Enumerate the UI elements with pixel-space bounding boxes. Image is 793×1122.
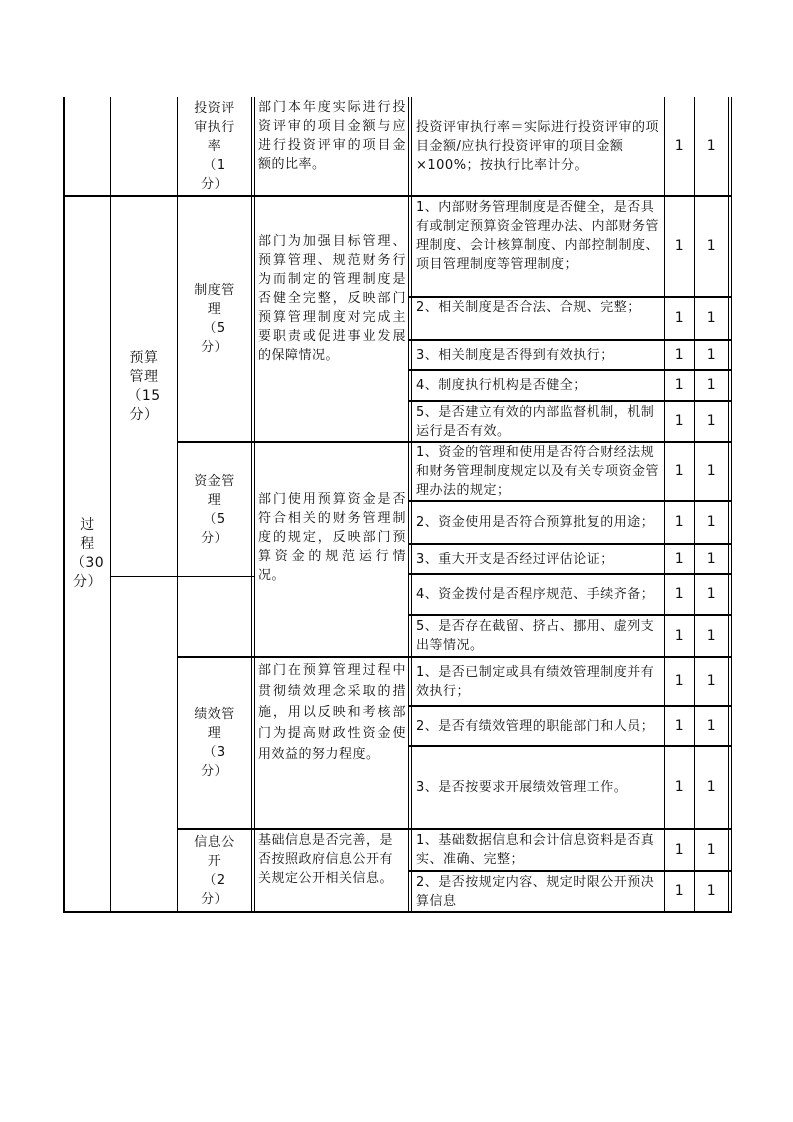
score-weight: 1 xyxy=(674,586,685,602)
table-border xyxy=(411,97,412,912)
indicator-funds-management: 资金管 理 （5 分） xyxy=(194,473,235,546)
criteria-item: 2、是否按规定内容、规定时限公开预决算信息 xyxy=(416,874,655,909)
description-information-disclosure: 基础信息是否完善，是否按照政府信息公开有关规定公开相关信息。 xyxy=(258,833,394,886)
score-actual: 1 xyxy=(706,413,717,429)
criteria-item: 3、重大开支是否经过评估论证； xyxy=(416,551,614,567)
table-border xyxy=(728,97,729,912)
indicator-system-management: 制度管 理 （5 分） xyxy=(194,283,235,355)
score-weight: 1 xyxy=(674,883,685,899)
score-weight: 1 xyxy=(674,238,685,254)
table-border xyxy=(408,97,409,912)
criteria-item: 5、是否存在截留、挤占、挪用、虚列支出等情况。 xyxy=(416,619,655,653)
indicator-performance-management: 绩效管 理 （3 分） xyxy=(194,707,235,779)
description-investment-review: 部门本年度实际进行投资评审的项目金额与应进行投资评审的项目金额的比率。 xyxy=(258,100,406,172)
score-weight: 1 xyxy=(674,779,685,795)
table-border xyxy=(251,97,252,912)
score-actual: 1 xyxy=(706,841,717,858)
score-weight: 1 xyxy=(674,346,685,363)
score-weight: 1 xyxy=(674,463,685,479)
score-actual: 1 xyxy=(706,346,717,363)
criteria-item: 4、制度执行机构是否健全； xyxy=(416,378,587,393)
score-actual: 1 xyxy=(706,673,717,689)
score-weight: 1 xyxy=(674,841,685,858)
criteria-item: 1、内部财务管理制度是否健全，是否具有或制定预算资金管理办法、内部财务管理制度、会计核算制度、内部控制制度、项目管理制度等管理制度； xyxy=(416,200,660,272)
score-actual: 1 xyxy=(706,717,717,734)
criteria-item: 1、资金的管理和使用是否符合财经法规和财务管理制度规定以及有关专项资金管理办法的规定； xyxy=(416,445,660,498)
table-border xyxy=(63,911,732,913)
score-weight: 1 xyxy=(674,310,685,326)
indicator-investment-review: 投资评 审执行 率 （1 分） xyxy=(194,100,235,192)
criteria-item: 5、是否建立有效的内部监督机制，机制运行是否有效。 xyxy=(416,404,655,439)
score-weight: 1 xyxy=(674,673,685,689)
score-actual: 1 xyxy=(706,550,717,567)
criteria-item: 1、是否已制定或具有绩效管理制度并有效执行； xyxy=(416,664,655,699)
score-weight: 1 xyxy=(674,514,685,530)
table-border xyxy=(731,97,732,912)
score-weight: 1 xyxy=(674,717,685,734)
table-border xyxy=(110,576,255,577)
criteria-item: 2、相关制度是否合法、合规、完整； xyxy=(416,300,641,315)
score-actual: 1 xyxy=(706,883,717,899)
score-actual: 1 xyxy=(706,238,717,254)
score-weight: 1 xyxy=(674,550,685,567)
description-performance-management: 部门在预算管理过程中贯彻绩效理念采取的措施，用以反映和考核部门为提高财政性资金使用效益的努力程度。 xyxy=(258,663,406,762)
criteria-item: 3、相关制度是否得到有效执行； xyxy=(416,347,614,363)
criteria-item: 4、资金拨付是否程序规范、手续齐备； xyxy=(416,587,655,602)
criteria-item: 1、基础数据信息和会计信息资料是否真实、准确、完整； xyxy=(416,833,655,867)
score-weight: 1 xyxy=(674,627,685,644)
category-budget-management: 预算 管理 （15 分） xyxy=(127,349,161,423)
criteria-item: 2、资金使用是否符合预算批复的用途； xyxy=(416,515,655,530)
criteria-investment-review: 投资评审执行率＝实际进行投资评审的项目金额/应执行投资评审的项目金额×100%；按执行比率计分。 xyxy=(416,119,660,173)
score-actual: 1 xyxy=(706,137,717,154)
score-actual: 1 xyxy=(706,586,717,602)
score-actual: 1 xyxy=(706,779,717,795)
criteria-item: 2、是否有绩效管理的职能部门和人员； xyxy=(416,718,655,734)
score-actual: 1 xyxy=(706,463,717,479)
score-actual: 1 xyxy=(706,514,717,530)
score-weight: 1 xyxy=(674,413,685,429)
score-actual: 1 xyxy=(706,627,717,644)
score-weight: 1 xyxy=(674,377,685,393)
description-funds-management: 部门使用预算资金是否符合相关的财务管理制度的规定，反映部门预算资金的规范运行情况。 xyxy=(258,492,406,583)
table-border xyxy=(254,97,255,912)
criteria-item: 3、是否按要求开展绩效管理工作。 xyxy=(416,780,628,795)
category-process: 过 程 （30 分） xyxy=(70,517,105,590)
indicator-information-disclosure: 信息公 开 （2 分） xyxy=(194,834,235,907)
score-actual: 1 xyxy=(706,310,717,326)
score-actual: 1 xyxy=(706,377,717,393)
description-system-management: 部门为加强目标管理、预算管理、规范财务行为而制定的管理制度是否健全完整，反映部门预算管理制度对完成主要职责或促进事业发展的保障情况。 xyxy=(258,234,406,363)
score-weight: 1 xyxy=(674,137,685,154)
